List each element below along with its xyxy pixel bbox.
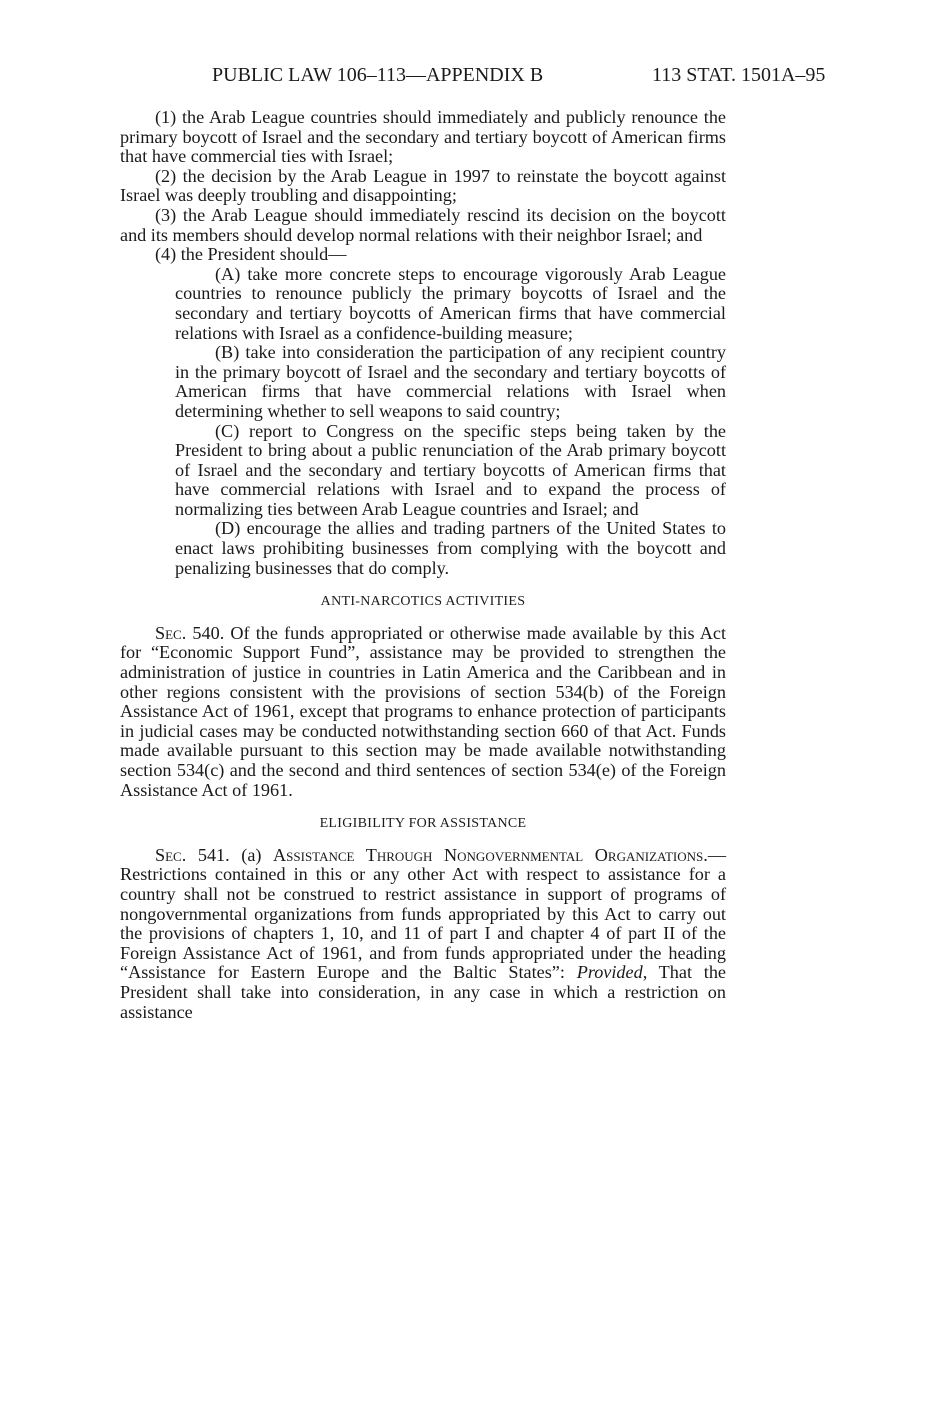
paragraph-4: (4) the President should— — [155, 244, 347, 265]
paragraph-2: (2) the decision by the Arab League in 1997 to reinstate the boycott against Israel was deeply troubling and disappointing; — [120, 165, 726, 206]
subparagraph-c: (C) report to Congress on the specific steps being taken by the President to bring about a public renunciation of the Arab primary boycott of Israel and the secondary and tertiary boycotts of American firms that have commercial relations with Israel and to expand the process of normalizing ties between Arab League countries and Israel; and — [175, 420, 726, 519]
subparagraph-d: (D) encourage the allies and trading partners of the United States to enact laws prohibiting businesses from complying with the boycott and penalizing businesses that do comply. — [175, 518, 726, 578]
section-541-heading: ELIGIBILITY FOR ASSISTANCE — [319, 816, 527, 832]
section-541-number: 541. (a) — [197, 844, 262, 865]
section-540-text — [120, 624, 726, 800]
section-540-body: 540. Of the funds appropriated or otherwise made available by this Act for “Economic Support Fund”, assistance may be provided to strengthen the administration of justice in countries in Latin America and the Caribbean and in other regions consistent with the provisions of section 534(b) of the Foreign Assistance Act of 1961, except that programs to enhance protection of participants in judicial cases may be conducted notwithstanding section 660 of that Act. Funds made available pursuant to this section may be made available notwithstanding section 534(c) and the second and third sentences of section 534(e) of the Foreign Assistance Act of 1961. — [120, 622, 727, 800]
subparagraph-b: (B) take into consideration the participation of any recipient country in the primary boycott of Israel and the secondary and tertiary boycotts of American firms that have commercial relations with Israel when determining whether to sell weapons to said country; — [175, 342, 726, 421]
paragraph-3: (3) the Arab League should immediately rescind its decision on the boycott and its members should develop normal relations with their neighbor Israel; and — [120, 204, 726, 245]
section-540-heading: ANTI-NARCOTICS ACTIVITIES — [320, 594, 526, 610]
statute-page-number: 113 STAT. 1501A–95 — [652, 64, 826, 86]
section-541-body-continued: , That the President shall take into consideration, in any case in which a restriction on assistance — [120, 962, 726, 1022]
section-label: Sec. — [155, 622, 187, 643]
public-law-title: PUBLIC LAW 106–113—APPENDIX B — [212, 64, 544, 86]
section-541-text — [120, 846, 726, 1022]
section-541-body: —Restrictions contained in this or any other Act with respect to assistance for a country shall not be construed to restrict assistance in support of programs of nongovernmental organizations from funds appropriated by this Act to carry out the provisions of chapters 1, 10, and 11 of part I and chapter 4 of part II of the Foreign Assistance Act of 1961, and from funds appropriated under the heading “Assistance for Eastern Europe and the Baltic States”: — [120, 844, 726, 983]
running-header — [0, 62, 948, 88]
section-541-subheading: Assistance Through Nongovernmental Organizations. — [273, 844, 708, 865]
paragraph-1: (1) the Arab League countries should immediately and publicly renounce the primary boycott of Israel and the secondary and tertiary boycott of American firms that have commercial ties with Israel; — [120, 107, 726, 167]
subparagraph-a: (A) take more concrete steps to encourage vigorously Arab League countries to renounce publicly the primary boycotts of Israel and the secondary and tertiary boycotts of American firms that have commercial relations with Israel as a confidence-building measure; — [175, 263, 726, 343]
provided-term: Provided — [576, 962, 643, 983]
document-body — [120, 108, 726, 1022]
section-label: Sec. — [155, 844, 187, 865]
